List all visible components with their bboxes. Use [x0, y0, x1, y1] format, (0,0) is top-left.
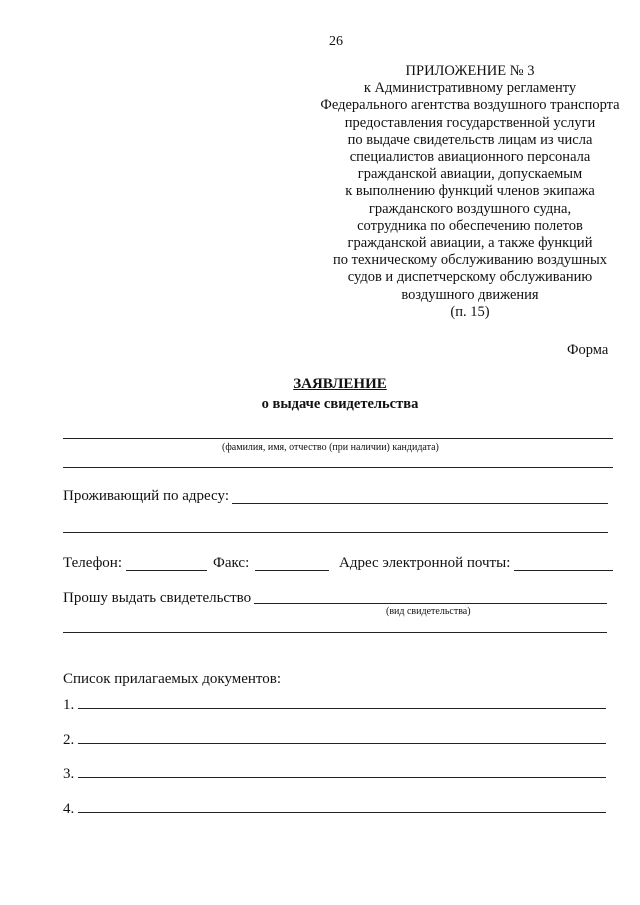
appendix-line: ПРИЛОЖЕНИЕ № 3	[405, 63, 535, 79]
fax-label: Факс:	[213, 555, 250, 571]
appendix-line: гражданского воздушного судна,	[368, 200, 572, 217]
name-field-line[interactable]	[63, 438, 613, 439]
email-label: Адрес электронной почты:	[339, 555, 511, 571]
appendix-line: (п. 15)	[450, 303, 490, 320]
phone-label: Телефон:	[63, 555, 122, 571]
document-item-number: 4.	[63, 801, 75, 817]
appendix-line: Федерального агентства воздушного транспорта	[320, 97, 620, 114]
appendix-line: по техническому обслуживанию воздушных	[332, 252, 608, 269]
appendix-line: сотрудника по обеспечению полетов	[357, 217, 583, 234]
appendix-line: к выполнению функций членов экипажа	[345, 183, 595, 200]
document-item-line[interactable]	[78, 777, 606, 778]
appendix-line: предоставления государственной услуги	[344, 114, 596, 131]
appendix-header	[280, 63, 640, 321]
appendix-line: судов и диспетчерскому обслуживанию	[347, 269, 593, 286]
appendix-line: воздушного движения	[401, 286, 539, 303]
request-label: Прошу выдать свидетельство	[63, 590, 252, 606]
phone-field-line[interactable]	[126, 570, 207, 571]
appendix-line: гражданской авиации, а также функций	[347, 235, 593, 252]
appendix-line: специалистов авиационного персонала	[349, 149, 591, 166]
address-label: Проживающий по адресу:	[63, 488, 229, 504]
document-item-number: 2.	[63, 732, 75, 748]
form-label: Форма	[567, 342, 609, 358]
name-field-caption: (фамилия, имя, отчество (при наличии) кандидата)	[222, 442, 439, 453]
appendix-line: к Административному регламенту	[363, 80, 577, 97]
appendix-line: по выдаче свидетельств лицам из числа	[347, 131, 593, 148]
name-field-line-2[interactable]	[63, 467, 613, 468]
page-number: 26	[329, 34, 343, 49]
document-item-number: 1.	[63, 697, 75, 713]
document-item-line[interactable]	[78, 708, 606, 709]
fax-field-line[interactable]	[255, 570, 329, 571]
email-field-line[interactable]	[514, 570, 613, 571]
certificate-type-caption: (вид свидетельства)	[386, 606, 471, 617]
certificate-type-line[interactable]	[254, 603, 607, 604]
documents-heading: Список прилагаемых документов:	[63, 671, 282, 687]
appendix-line: гражданской авиации, допускаемым	[357, 166, 583, 183]
document-title: ЗАЯВЛЕНИЕ	[293, 376, 387, 392]
document-item-line[interactable]	[78, 743, 606, 744]
document-item-line[interactable]	[78, 812, 606, 813]
document-subtitle: о выдаче свидетельства	[261, 396, 419, 412]
address-field-line-2[interactable]	[63, 532, 608, 533]
address-field-line[interactable]	[232, 503, 608, 504]
document-item-number: 3.	[63, 766, 75, 782]
certificate-field-line-2[interactable]	[63, 632, 607, 633]
